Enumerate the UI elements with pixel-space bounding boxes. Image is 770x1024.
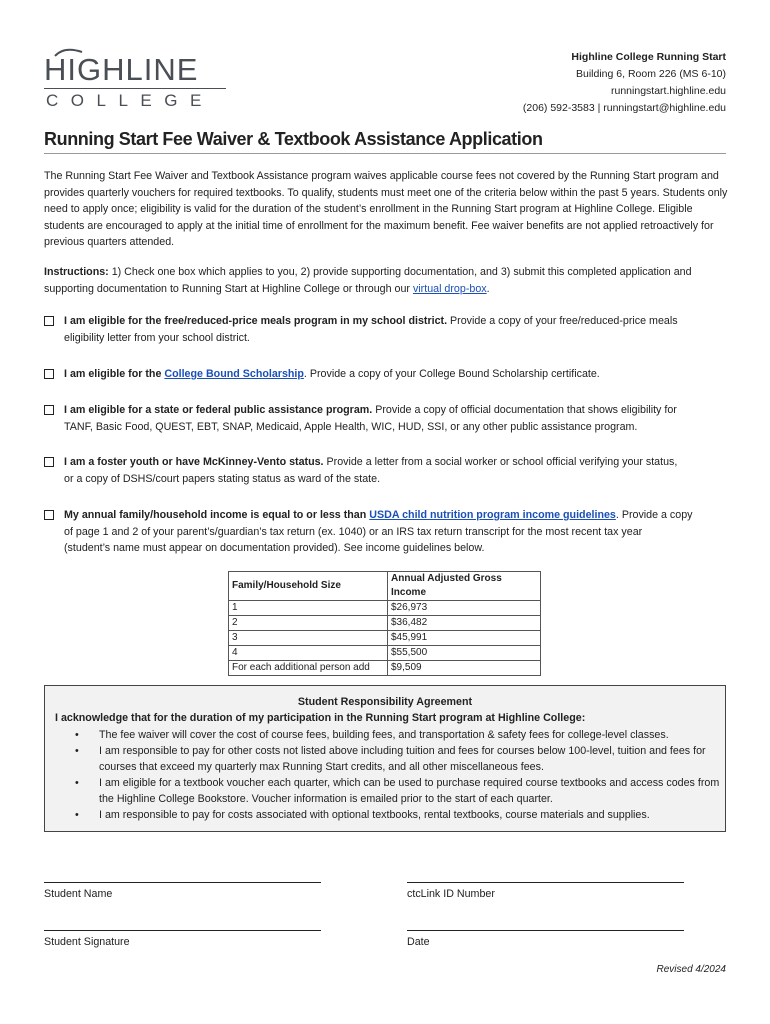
- table-cell: For each additional person add: [229, 661, 388, 676]
- college-bound-checkbox[interactable]: [44, 369, 54, 379]
- table-row: [229, 631, 541, 646]
- criterion-meals: [44, 313, 734, 346]
- income-checkbox[interactable]: [44, 510, 54, 520]
- title-rule: [44, 153, 726, 154]
- table-cell: $55,500: [388, 646, 541, 661]
- student-signature-field[interactable]: [44, 930, 321, 948]
- bullet-icon: •: [75, 809, 79, 821]
- office-room: Building 6, Room 226 (MS 6-10): [576, 68, 726, 80]
- foster-youth-checkbox[interactable]: [44, 457, 54, 467]
- table-row: [229, 616, 541, 631]
- table-cell: 4: [229, 646, 388, 661]
- signature-line: [407, 882, 684, 883]
- criterion-income: [44, 507, 734, 557]
- instructions-paragraph: [44, 264, 729, 297]
- highline-college-logo: [44, 52, 234, 114]
- criterion-foster-youth: [44, 454, 734, 487]
- signature-line: [407, 930, 684, 931]
- table-cell: $9,509: [388, 661, 541, 676]
- table-header: Family/Household Size: [229, 572, 388, 601]
- income-guidelines-table: [228, 571, 541, 676]
- cbs-text: . Provide a copy of your College Bound Scholarship certificate.: [303, 368, 600, 380]
- table-header-row: [229, 572, 541, 601]
- bullet-icon: •: [75, 777, 79, 789]
- foster-cont: or a copy of DSHS/court papers stating status as ward of the state.: [64, 472, 381, 485]
- instructions-label: Instructions:: [44, 266, 109, 278]
- income-cont-2: (student’s name must appear on documentation provided). See income guidelines below.: [64, 542, 485, 554]
- agreement-item-text: I am eligible for a textbook voucher each quarter, which can be used to purchase required course textbooks and access codes from the Highline College Bookstore. Voucher information is emailed prior to the start of each quarter.: [99, 777, 720, 805]
- intro-paragraph: The Running Start Fee Waiver and Textbook Assistance program waives applicable course fees not covered by the Running Start program and provides quarterly vouchers for required textbooks. To qualify, students must meet one of the criteria below within the past 5 years. Students only need to apply once; eligibility is valid for the duration of the student’s enrollment in the Running Start program at Highline College. Eligible students are encouraged to apply at the initial time of enrollment for the maximum benefit. Fee waiver benefits are not applied retroactively for previous quarters attended.: [44, 170, 728, 248]
- student-signature-label: Student Signature: [44, 936, 130, 948]
- meals-cont: eligibility letter from your school district.: [64, 331, 250, 344]
- assistance-bold: I am eligible for a state or federal public assistance program.: [64, 404, 373, 416]
- table-cell: 1: [229, 601, 388, 616]
- criterion-college-bound: [44, 366, 734, 383]
- foster-bold: I am a foster youth or have McKinney-Vento status.: [64, 456, 324, 468]
- instructions-text: 1) Check one box which applies to you, 2) provide supporting documentation, and 3) submit this completed application and supporting documentation to Running Start at Highline College or through our: [44, 266, 692, 295]
- bullet-icon: •: [75, 729, 79, 741]
- page-title: Running Start Fee Waiver & Textbook Assistance Application: [44, 129, 543, 149]
- student-name-label: Student Name: [44, 888, 113, 900]
- date-label: Date: [407, 936, 430, 948]
- agreement-item-text: The fee waiver will cover the cost of course fees, building fees, and transportation & safety fees for college-level classes.: [99, 729, 669, 741]
- agreement-lead: I acknowledge that for the duration of my participation in the Running Start program at Highline College:: [55, 712, 586, 724]
- table-cell: $36,482: [388, 616, 541, 631]
- cbs-bold: I am eligible for the: [64, 368, 165, 380]
- college-bound-scholarship-link[interactable]: College Bound Scholarship: [164, 368, 304, 380]
- signature-line: [44, 930, 321, 931]
- income-cont-1: of page 1 and 2 of your parent’s/guardian’s tax return (ex. 1040) or an IRS tax return transcript for the most recent tax year: [64, 525, 643, 538]
- virtual-drop-box-link[interactable]: virtual drop-box: [412, 282, 487, 295]
- meals-bold: I am eligible for the free/reduced-price meals program in my school district.: [64, 315, 448, 327]
- logo-divider: [44, 88, 226, 89]
- office-website: runningstart.highline.edu: [611, 85, 726, 97]
- bullet-icon: •: [75, 745, 79, 757]
- date-field[interactable]: [407, 930, 684, 948]
- list-item: [75, 727, 725, 743]
- assistance-text: Provide a copy of official documentation that shows eligibility for: [372, 404, 677, 416]
- table-cell: $26,973: [388, 601, 541, 616]
- agreement-item-text: I am responsible to pay for costs associated with optional textbooks, rental textbooks, course materials and supplies.: [99, 809, 650, 821]
- contact-block: [523, 49, 726, 117]
- table-row: [229, 601, 541, 616]
- office-name: Highline College Running Start: [571, 51, 726, 63]
- table-cell: $45,991: [388, 631, 541, 646]
- ctclink-id-label: ctcLink ID Number: [407, 888, 495, 900]
- usda-guidelines-link[interactable]: USDA child nutrition program income guidelines: [369, 509, 616, 521]
- table-cell: 3: [229, 631, 388, 646]
- meals-checkbox[interactable]: [44, 316, 54, 326]
- foster-text: Provide a letter from a social worker or school official verifying your status,: [323, 456, 678, 468]
- responsibility-agreement-box: [44, 685, 726, 832]
- logo-wordmark-bottom: COLLEGE: [46, 91, 214, 110]
- revised-date: Revised 4/2024: [656, 964, 726, 975]
- list-item: [75, 743, 725, 775]
- agreement-title: Student Responsibility Agreement: [297, 696, 473, 708]
- agreement-item-text: I am responsible to pay for other costs not listed above including tuition and fees for courses below 100-level, tuition and fees for courses that exceed my quarterly max Running Start credits, and all other miscellaneous fees.: [99, 745, 706, 773]
- assistance-cont: TANF, Basic Food, QUEST, EBT, SNAP, Medicaid, Apple Health, WIC, HUD, SSI, or any other public assistance program.: [64, 420, 638, 433]
- instructions-end: .: [486, 282, 490, 295]
- student-name-field[interactable]: [44, 882, 321, 900]
- agreement-list: [45, 727, 725, 823]
- income-bold: My annual family/household income is equal to or less than: [64, 509, 370, 521]
- ctclink-id-field[interactable]: [407, 882, 684, 900]
- list-item: [75, 775, 725, 807]
- table-row: [229, 646, 541, 661]
- table-cell: 2: [229, 616, 388, 631]
- public-assistance-checkbox[interactable]: [44, 405, 54, 415]
- table-row: [229, 661, 541, 676]
- list-item: [75, 807, 725, 823]
- criterion-public-assistance: [44, 402, 734, 435]
- logo-wordmark-top: HIGHLINE: [44, 52, 199, 87]
- income-text: . Provide a copy: [615, 509, 693, 521]
- meals-text: Provide a copy of your free/reduced-price meals: [447, 315, 678, 327]
- table-header: Annual Adjusted Gross Income: [388, 572, 541, 601]
- signature-line: [44, 882, 321, 883]
- office-phone-email: (206) 592-3583 | runningstart@highline.edu: [522, 102, 726, 114]
